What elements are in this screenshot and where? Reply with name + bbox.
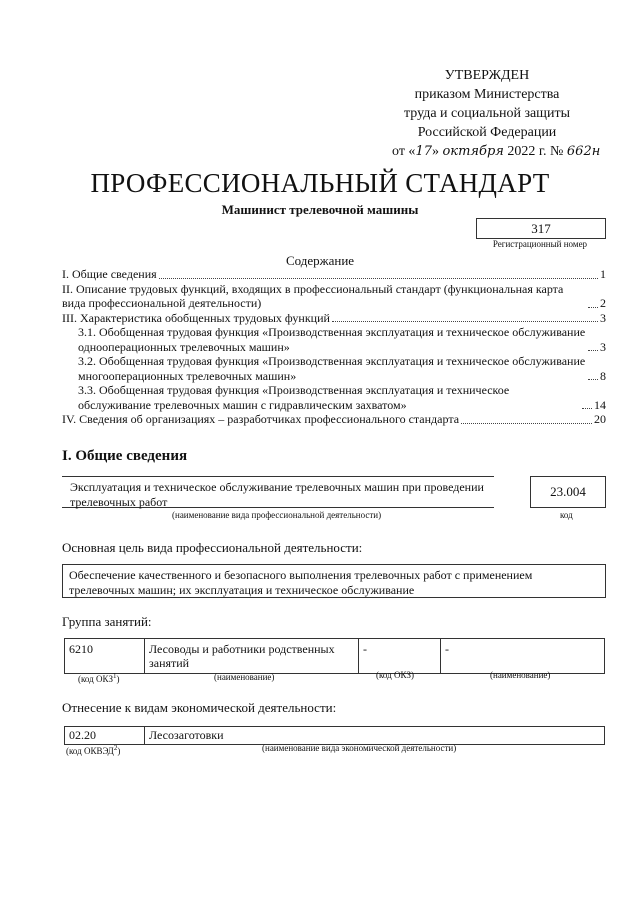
toc-page: 3 — [600, 310, 606, 325]
toc-page: 8 — [600, 368, 606, 383]
goal-label: Основная цель вида профессиональной деятельности: — [62, 540, 363, 555]
econ-activity-name-cell: Лесозаготовки — [145, 727, 605, 745]
okz-code-caption: (код ОКЗ) — [376, 670, 414, 680]
okz-code-cell: - — [359, 639, 441, 674]
document-subtitle: Машинист трелевочной машины — [221, 202, 419, 217]
toc-item[interactable]: II. Описание трудовых функций, входящих в профессиональный стандарт (функциональная карта вида профессиональной деятельности) 2 — [62, 281, 606, 310]
goal-text-box: Обеспечение качественного и безопасного выполнения трелевочных работ с применением трелевочных машин; их эксплуатация и техническое обслуживание — [62, 564, 606, 598]
handwritten-number: 662н — [566, 144, 601, 159]
table-of-contents — [62, 267, 606, 427]
name-caption: (наименование) — [490, 670, 551, 680]
toc-page: 2 — [600, 296, 606, 310]
code-caption: код — [560, 510, 573, 520]
activity-name-field: Эксплуатация и техническое обслуживание трелевочных машин при проведении трелевочных работ — [62, 476, 494, 508]
okz-code-cell: 6210 — [65, 639, 145, 674]
occupation-table — [64, 638, 605, 674]
section-heading: I. Общие сведения — [62, 448, 188, 464]
toc-item[interactable]: IV. Сведения об организациях – разработчиках профессионального стандарта 20 — [62, 412, 606, 426]
toc-item[interactable]: 3.2. Обобщенная трудовая функция «Производственная эксплуатация и техническое обслуживание многооперационных трелевочных машин» 8 — [78, 354, 606, 383]
toc-item[interactable]: 3.1. Обобщенная трудовая функция «Производственная эксплуатация и техническое обслуживание однооперационных трелевочных машин» 3 — [78, 325, 606, 354]
approval-line: труда и социальной защиты — [404, 106, 570, 121]
toc-item[interactable]: I. Общие сведения 1 — [62, 267, 606, 281]
name-caption: (наименование) — [214, 672, 275, 682]
handwritten-month: октября — [442, 144, 504, 159]
toc-item[interactable]: III. Характеристика обобщенных трудовых функций 3 — [62, 310, 606, 325]
approval-block — [392, 66, 601, 161]
econ-label: Отнесение к видам экономической деятельности: — [62, 700, 337, 715]
table-row — [65, 727, 605, 745]
toc-page: 3 — [600, 339, 606, 354]
registration-number-box: 317 — [476, 218, 606, 239]
toc-title: Содержание — [285, 253, 355, 268]
okved-code-caption: (код ОКВЭД$^2$) — [66, 744, 121, 756]
toc-page: 14 — [594, 397, 606, 412]
toc-page: 20 — [594, 412, 606, 426]
approval-date: от «17» октября 2022 г. № 662н — [392, 144, 601, 159]
econ-name-caption: (наименование вида экономической деятельности) — [262, 743, 457, 753]
occupation-name-cell: Лесоводы и работники родственных занятий — [145, 639, 359, 674]
registration-number-caption: Регистрационный номер — [492, 239, 588, 249]
approval-line: приказом Министерства — [414, 87, 560, 102]
occupation-label: Группа занятий: — [62, 614, 152, 629]
okz-code-caption: (код ОКЗ$^1$) — [78, 672, 120, 684]
occupation-name-cell: - — [441, 639, 605, 674]
okved-code-cell: 02.20 — [65, 727, 145, 745]
activity-caption: (наименование вида профессиональной деятельности) — [172, 510, 382, 520]
approval-line: Российской Федерации — [417, 125, 557, 140]
document-title: ПРОФЕССИОНАЛЬНЫЙ СТАНДАРТ — [90, 168, 550, 198]
table-row — [65, 639, 605, 674]
activity-code-box: 23.004 — [530, 476, 606, 508]
handwritten-day: 17 — [415, 144, 432, 159]
toc-page: 1 — [600, 267, 606, 281]
toc-item[interactable]: 3.3. Обобщенная трудовая функция «Производственная эксплуатация и техническое обслуживание трелевочных машин с гидравлическим захватом» 14 — [78, 383, 606, 412]
approval-title: УТВЕРЖДЕН — [444, 68, 530, 83]
